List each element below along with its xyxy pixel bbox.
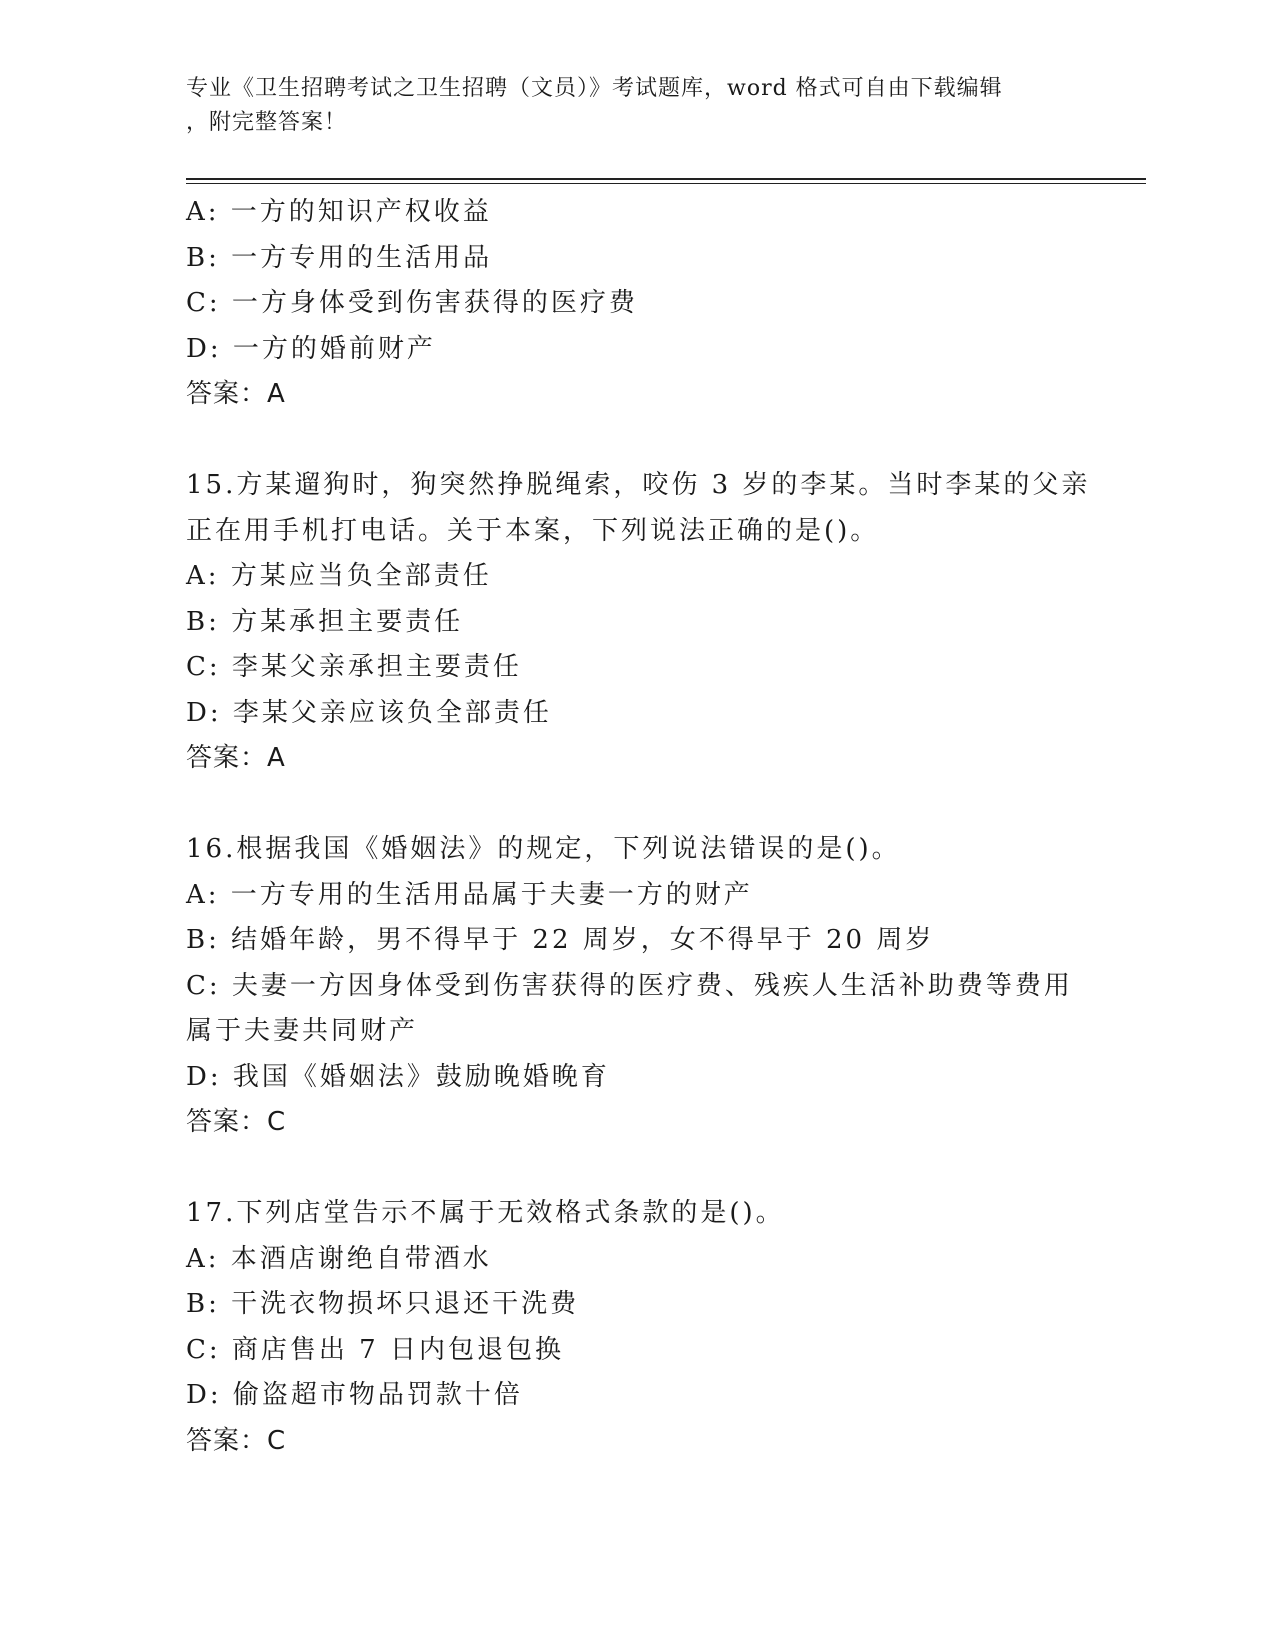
option-d: D: 偷盗超市物品罚款十倍 xyxy=(186,1380,523,1410)
option-d: D: 李某父亲应该负全部责任 xyxy=(186,697,552,728)
header-line-1: 专业《卫生招聘考试之卫生招聘（文员）》考试题库，word 格式可自由下载编辑 xyxy=(186,76,1003,101)
option-b: B: 方某承担主要责任 xyxy=(186,606,464,637)
answer-line: 答案：A xyxy=(186,379,286,409)
header-divider-top xyxy=(186,178,1146,180)
answer-line: 答案：C xyxy=(186,1425,287,1456)
question-15 xyxy=(186,463,1091,782)
option-c: C: 一方身体受到伤害获得的医疗费 xyxy=(186,288,638,318)
option-a: A: 一方的知识产权收益 xyxy=(186,197,492,227)
document-header xyxy=(186,72,1086,140)
option-a: A: 本酒店谢绝自带酒水 xyxy=(186,1243,492,1274)
question-16 xyxy=(186,827,1086,1146)
answer-line: 答案：A xyxy=(186,743,286,773)
option-b: B: 一方专用的生活用品 xyxy=(186,242,493,273)
question-stem: 16.根据我国《婚姻法》的规定，下列说法错误的是()。 xyxy=(186,834,901,864)
question-14-partial xyxy=(186,190,1086,418)
option-c: C: 李某父亲承担主要责任 xyxy=(186,652,522,682)
option-a: A: 方某应当负全部责任 xyxy=(186,561,492,591)
option-c: C: 商店售出 7 日内包退包换 xyxy=(186,1334,564,1365)
question-stem: 15.方某遛狗时，狗突然挣脱绳索，咬伤 3 岁的李某。当时李某的父亲 xyxy=(186,470,1091,500)
header-divider-bottom xyxy=(186,183,1146,184)
question-stem: 正在用手机打电话。关于本案，下列说法正确的是()。 xyxy=(186,515,880,546)
spacer xyxy=(186,782,1086,828)
option-a: A: 一方专用的生活用品属于夫妻一方的财产 xyxy=(186,879,753,910)
spacer xyxy=(186,1146,1086,1192)
option-b: B: 结婚年龄，男不得早于 22 周岁，女不得早于 20 周岁 xyxy=(186,925,935,955)
question-17 xyxy=(186,1191,1086,1464)
answer-line: 答案：C xyxy=(186,1107,287,1137)
header-line-2: ，附完整答案！ xyxy=(186,110,348,135)
option-d: D: 我国《婚姻法》鼓励晚婚晚育 xyxy=(186,1061,610,1092)
spacer xyxy=(186,418,1086,464)
question-stem: 17.下列店堂告示不属于无效格式条款的是()。 xyxy=(186,1198,785,1228)
option-c-continued: 属于夫妻共同财产 xyxy=(186,1016,419,1046)
question-content xyxy=(186,190,1091,1464)
option-b: B: 干洗衣物损坏只退还干洗费 xyxy=(186,1289,580,1319)
option-c: C: 夫妻一方因身体受到伤害获得的医疗费、残疾人生活补助费等费用 xyxy=(186,970,1073,1001)
option-d: D: 一方的婚前财产 xyxy=(186,333,436,364)
